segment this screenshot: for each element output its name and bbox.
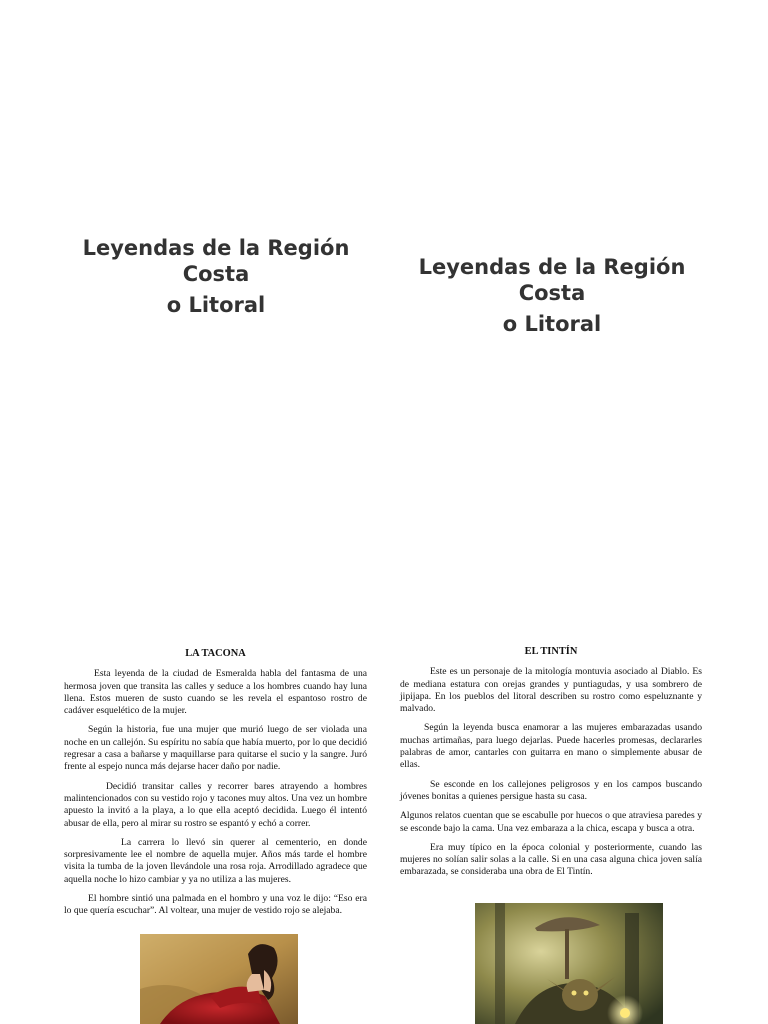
el-tintin-article (400, 646, 702, 886)
cover-title-line: Costa (518, 281, 586, 305)
paragraph: Se esconde en los callejones peligrosos y en los campos buscando jóvenes bonitas a quienes persigue hasta su casa. (400, 778, 702, 802)
paragraph: Según la historia, fue una mujer que murió luego de ser violada una noche en un callejón. Su espíritu no sabía que había muerto, por lo que decidió regresar a casa a bañarse y maquillarse para quitarse el sucio y la sangre. Juró frente al espejo nunca más dejarse hacer daño por nadie. (64, 724, 367, 773)
paragraph: La carrera lo llevó sin querer al cementerio, en donde sorpresivamente lee el nombre de aquella mujer. Años más tarde el hombre visita la tumba de la joven llevándole una rosa roja. Arrodillado agradece que aquella noche lo hizo cambiar y ya no utiliza a las mujeres. (64, 836, 367, 885)
paragraph: Según la leyenda busca enamorar a las mujeres embarazadas usando muchas artimañas, para luego dejarlas. Puede hacerles promesas, declararles palabras de amor, cantarles con guitarra en mano o simplemente abusar de ellas. (400, 722, 702, 771)
paragraph: Algunos relatos cuentan que se escabulle por huecos o que atraviesa paredes y se esconde bajo la cama. Una vez embaraza a la chica, escapa y busca a otra. (400, 810, 702, 834)
woman-illustration (140, 934, 298, 1024)
paragraph: El hombre sintió una palmada en el hombro y una voz le dijo: “Eso era lo que quería escuchar”. Al voltear, una mujer de vestido rojo se alejaba. (64, 893, 367, 917)
cover-title-line: Leyendas de la Región (418, 255, 686, 279)
cover-title-line: Leyendas de la Región (82, 236, 350, 260)
cover-title-left (60, 235, 372, 318)
cover-title-right (396, 254, 708, 337)
woman-in-red-dress-image (140, 934, 298, 1024)
cover-title-line: o Litoral (502, 312, 602, 336)
cover-title-line: o Litoral (166, 293, 266, 317)
paragraph: Era muy típico en la época colonial y posteriormente, cuando las mujeres no solían salir solas a la calle. Si en una casa alguna chica joven salía embarazada, se consideraba una obra de El Tintín. (400, 841, 702, 878)
article-heading: EL TINTÍN (524, 646, 578, 657)
la-tacona-article (64, 648, 367, 925)
cover-title-line: Costa (182, 262, 250, 286)
tintin-goblin-image (475, 903, 663, 1024)
paragraph: Este es un personaje de la mitología montuvia asociado al Diablo. Es de mediana estatura con orejas grandes y puntiagudas, y usa sombrero de jipijapa. En los pueblos del litoral describen su rostro como espeluznante y malvado. (400, 666, 702, 715)
goblin-illustration (475, 903, 663, 1024)
paragraph: Decidió transitar calles y recorrer bares atrayendo a hombres malintencionados con su vestido rojo y tacones muy altos. Una vez un hombre apuesto la invitó a la playa, a lo que ella aceptó decidida. Luego él intentó abusar de ella, pero al mirar su rostro se espantó y echó a correr. (64, 780, 367, 829)
article-heading: LA TACONA (185, 648, 246, 659)
paragraph: Esta leyenda de la ciudad de Esmeralda habla del fantasma de una hermosa joven que transita las calles y seduce a los hombres cuando hay luna llena. Estos mueren de susto cuando se les revela el espantoso rostro de cadáver esquelético de la mujer. (64, 668, 367, 717)
